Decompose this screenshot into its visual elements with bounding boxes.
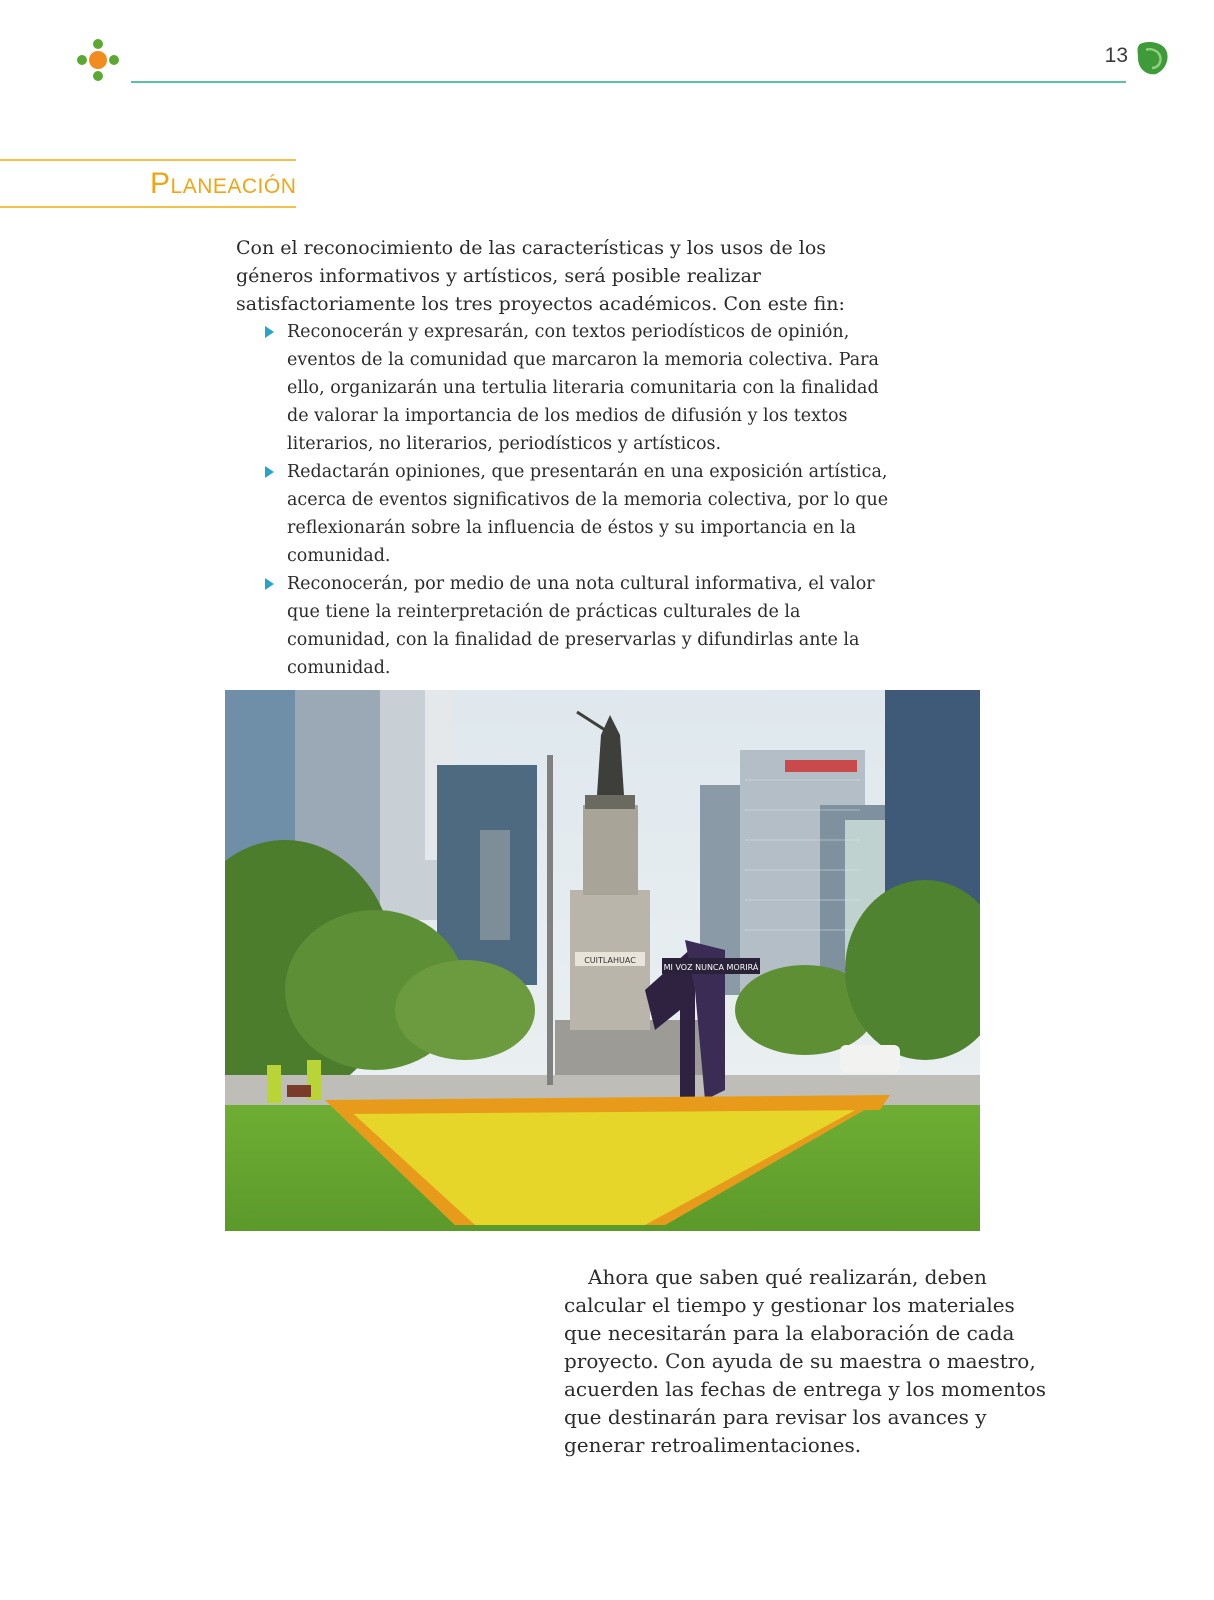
green-glyph-icon: [1132, 38, 1172, 78]
objectives-list: [263, 318, 903, 682]
list-item-text: Reconocerán y expresarán, con textos periodísticos de opinión, eventos de la comunidad que marcaron la memoria colectiva. Para ello, organizarán una tertulia literaria comunitaria con la finalidad de valorar la importancia de los medios de difusión y los textos literarios, no literarios, periodísticos y artísticos.: [287, 322, 879, 454]
header-rule: [131, 81, 1126, 83]
intro-paragraph: Con el reconocimiento de las características y los usos de los géneros informativos y artísticos, será posible realizar satisfactoriamente los tres proyectos académicos. Con este fin:: [236, 237, 845, 315]
list-item-text: Reconocerán, por medio de una nota cultural informativa, el valor que tiene la reinterpretación de prácticas culturales de la comunidad, con la finalidad de preservarlas y difundirlas ante la comunidad.: [287, 574, 875, 678]
section-rule-top: [0, 159, 296, 161]
bullet-triangle-icon: [265, 466, 274, 478]
bullet-triangle-icon: [265, 578, 274, 590]
sculpture-sign: MI VOZ NUNCA MORIRÁ: [663, 963, 759, 972]
list-item: [263, 570, 903, 682]
section-title: Planeación: [150, 167, 297, 200]
list-item-text: Redactarán opiniones, que presentarán en una exposición artística, acerca de eventos significativos de la memoria colectiva, por lo que reflexionarán sobre la influencia de éstos y su importancia en la comunidad.: [287, 462, 889, 566]
list-item: [263, 318, 903, 458]
bullet-triangle-icon: [265, 326, 274, 338]
closing-paragraph: Ahora que saben qué realizarán, deben calcular el tiempo y gestionar los materiales que necesitarán para la elaboración de cada proyecto. Con ayuda de su maestra o maestro, acuerden las fechas de entrega y los momentos que destinarán para revisar los avances y generar retroalimentaciones.: [564, 1265, 1047, 1457]
page-number: 13: [1104, 44, 1128, 67]
list-item: [263, 458, 903, 570]
section-rule-bottom: [0, 206, 296, 208]
series-logo-icon: [72, 34, 124, 86]
monument-photo: [225, 690, 980, 1231]
monument-plaque: CUITLAHUAC: [584, 956, 636, 965]
